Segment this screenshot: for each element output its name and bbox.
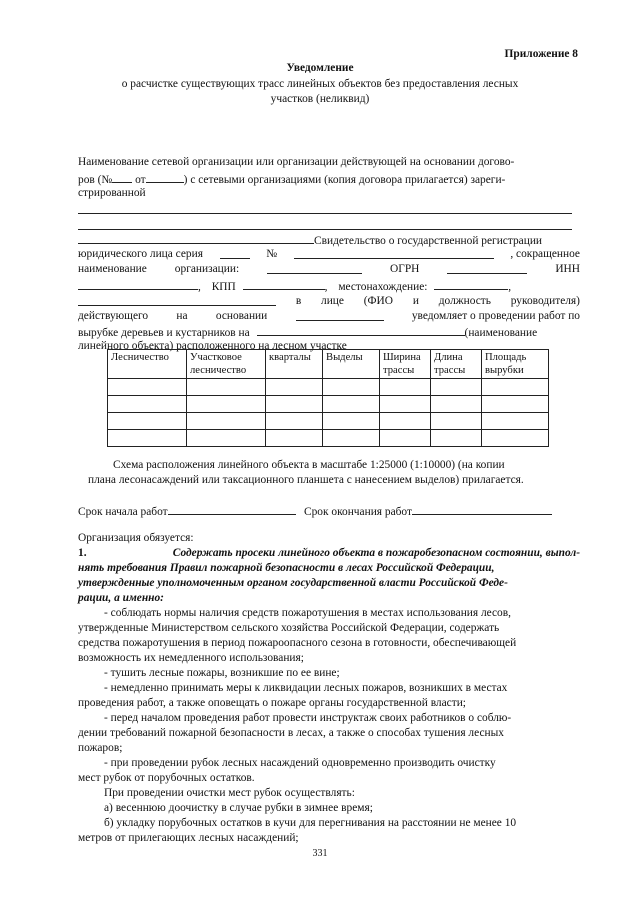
para-1-line4: возможность их немедленного использования;: [78, 652, 304, 664]
para-1-line1: - соблюдать нормы наличия средств пожаротушения в местах использования лесов,: [104, 607, 511, 619]
kpp-blank: [243, 278, 325, 290]
contract-number-label: ров (№: [78, 174, 113, 186]
object-name-blank: [257, 324, 465, 336]
contract-suffix: ) с сетевыми организациями (копия договора прилагается) зареги-: [183, 174, 506, 186]
obligation-1-line2: нять требования Правил пожарной безопасности в лесах Российской Федерации,: [78, 562, 495, 574]
start-date-blank: [168, 503, 296, 515]
table-header-cell: Лесничество: [108, 350, 187, 379]
table-row: [108, 396, 549, 413]
contract-date-blank: [146, 171, 184, 183]
series-line: [78, 247, 580, 262]
work-table: [107, 349, 549, 447]
table-header-cell: Выделы: [323, 350, 380, 379]
table-header-cell: Длина трассы: [431, 350, 482, 379]
page-number: 331: [312, 848, 328, 859]
para-5-line1: - при проведении рубок лесных насаждений одновременно производить очистку: [104, 757, 496, 769]
table-header-cell: Ширина трассы: [380, 350, 431, 379]
series-blank: [220, 247, 250, 259]
series-label: юридического лица серия: [78, 248, 203, 260]
org-line2: [78, 171, 580, 188]
document-title: Уведомление: [286, 62, 354, 74]
table-row: [108, 430, 549, 447]
basis-line: [78, 309, 580, 324]
inn-blank: [78, 278, 198, 290]
appendix-label: Приложение 8: [504, 48, 578, 60]
basis-notify: уведомляет о проведении работ по: [411, 310, 580, 322]
org-label: организации:: [174, 263, 240, 275]
para-8-line1: б) укладку порубочных остатков в кучи для перегнивания на расстоянии не менее 10: [104, 817, 517, 829]
end-date-line: [304, 503, 552, 520]
para-7: а) весеннюю доочистку в случае рубки в зимнее время;: [104, 802, 373, 814]
scheme-line2: плана лесонасаждений или таксационного планшета с нанесением выделов) прилагается.: [88, 474, 524, 486]
name-label: наименование: [78, 263, 147, 275]
basis-word: основании: [215, 310, 268, 322]
in-person-word: в: [295, 295, 302, 307]
in-person-line: [78, 294, 580, 309]
end-date-label: Срок окончания работ: [304, 506, 412, 518]
para-1-line2: утвержденные Министерством сельского хозяйства Российской Федерации, содержать: [78, 622, 500, 634]
location-blank-2: [78, 294, 276, 306]
ogrn-label: ОГРН: [390, 263, 420, 275]
basis-word: действующего: [78, 310, 149, 322]
contract-number-blank: [112, 171, 132, 183]
document-subtitle-line2: участков (неликвид): [270, 93, 370, 105]
registration-blank: [78, 232, 314, 244]
obligation-1-line1: [78, 546, 580, 561]
kpp-line: , КПП , местонахождение: ,: [78, 278, 580, 295]
in-person-word: и: [412, 295, 419, 307]
para-5-line2: мест рубок от порубочных остатков.: [78, 772, 255, 784]
org-line3: стрированной: [78, 187, 146, 199]
number-blank: [294, 247, 494, 259]
para-6: При проведении очистки мест рубок осуществлять:: [104, 787, 355, 799]
start-date-label: Срок начала работ: [78, 506, 168, 518]
table-header-cell: кварталы: [266, 350, 323, 379]
object-name-label: (наименование: [464, 327, 538, 339]
table-row: [108, 379, 549, 396]
table-header-row: [108, 350, 549, 379]
obligation-text: Содержать просеки линейного объекта в пожаробезопасном состоянии, выпол-: [172, 547, 580, 559]
basis-word: на: [176, 310, 188, 322]
name-line: [78, 262, 580, 277]
scheme-line1: Схема расположения линейного объекта в масштабе 1:25000 (1:10000) (на копии: [113, 459, 505, 471]
obligations-intro: Организация обязуется:: [78, 532, 194, 544]
location-blank: [434, 278, 508, 290]
table-header-cell: Участковое лесничество: [187, 350, 266, 379]
cut-label: вырубке деревьев и кустарников на: [78, 327, 250, 339]
table-header-cell: Площадь вырубки: [482, 350, 549, 379]
end-date-blank: [412, 503, 552, 515]
inn-label: ИНН: [555, 263, 580, 275]
para-1-line3: средства пожаротушения в период пожароопасного сезона в готовности, обеспечивающей: [78, 637, 517, 649]
para-2: - тушить лесные пожары, возникшие по ее вине;: [104, 667, 340, 679]
in-person-word: (ФИО: [363, 295, 394, 307]
in-person-word: руководителя): [510, 295, 580, 307]
para-3-line1: - немедленно принимать меры к ликвидации лесных пожаров, возникших в местах: [104, 682, 508, 694]
short-name-label: , сокращенное: [510, 248, 580, 260]
org-line1: Наименование сетевой организации или организации действующей на основании догово-: [78, 156, 515, 168]
obligation-number: 1.: [78, 547, 87, 559]
in-person-word: лице: [321, 295, 344, 307]
para-4-line3: пожаров;: [78, 742, 123, 754]
located-line: линейного объекта) расположенного на лесном участке: [78, 340, 347, 352]
cert-label: Свидетельство о государственной регистрации: [314, 235, 543, 247]
blank-line: [78, 229, 572, 230]
para-4-line1: - перед началом проведения работ провести инструктаж своих работников о соблю-: [104, 712, 512, 724]
number-label: №: [266, 248, 278, 260]
kpp-label: КПП: [211, 281, 236, 293]
location-label: местонахождение:: [338, 281, 428, 293]
para-3-line2: проведения работ, а также оповещать о пожаре органы государственной власти;: [78, 697, 466, 709]
para-4-line2: дении требований пожарной безопасности в лесах, а также о способах тушения лесных: [78, 727, 504, 739]
blank-line: [78, 213, 572, 214]
table-row: [108, 413, 549, 430]
start-date-line: [78, 503, 296, 520]
obligation-1-line4: рации, а именно:: [78, 592, 164, 604]
obligation-1-line3: утвержденные уполномоченным органом государственной власти Российской Феде-: [78, 577, 508, 589]
in-person-word: должность: [438, 295, 491, 307]
contract-date-label: от: [135, 174, 146, 186]
org-name-blank: [267, 262, 362, 274]
para-8-line2: метров от прилегающих лесных насаждений;: [78, 832, 299, 844]
ogrn-blank: [447, 262, 527, 274]
document-subtitle-line1: о расчистке существующих трасс линейных объектов без предоставления лесных: [121, 78, 519, 90]
basis-blank: [296, 309, 384, 321]
